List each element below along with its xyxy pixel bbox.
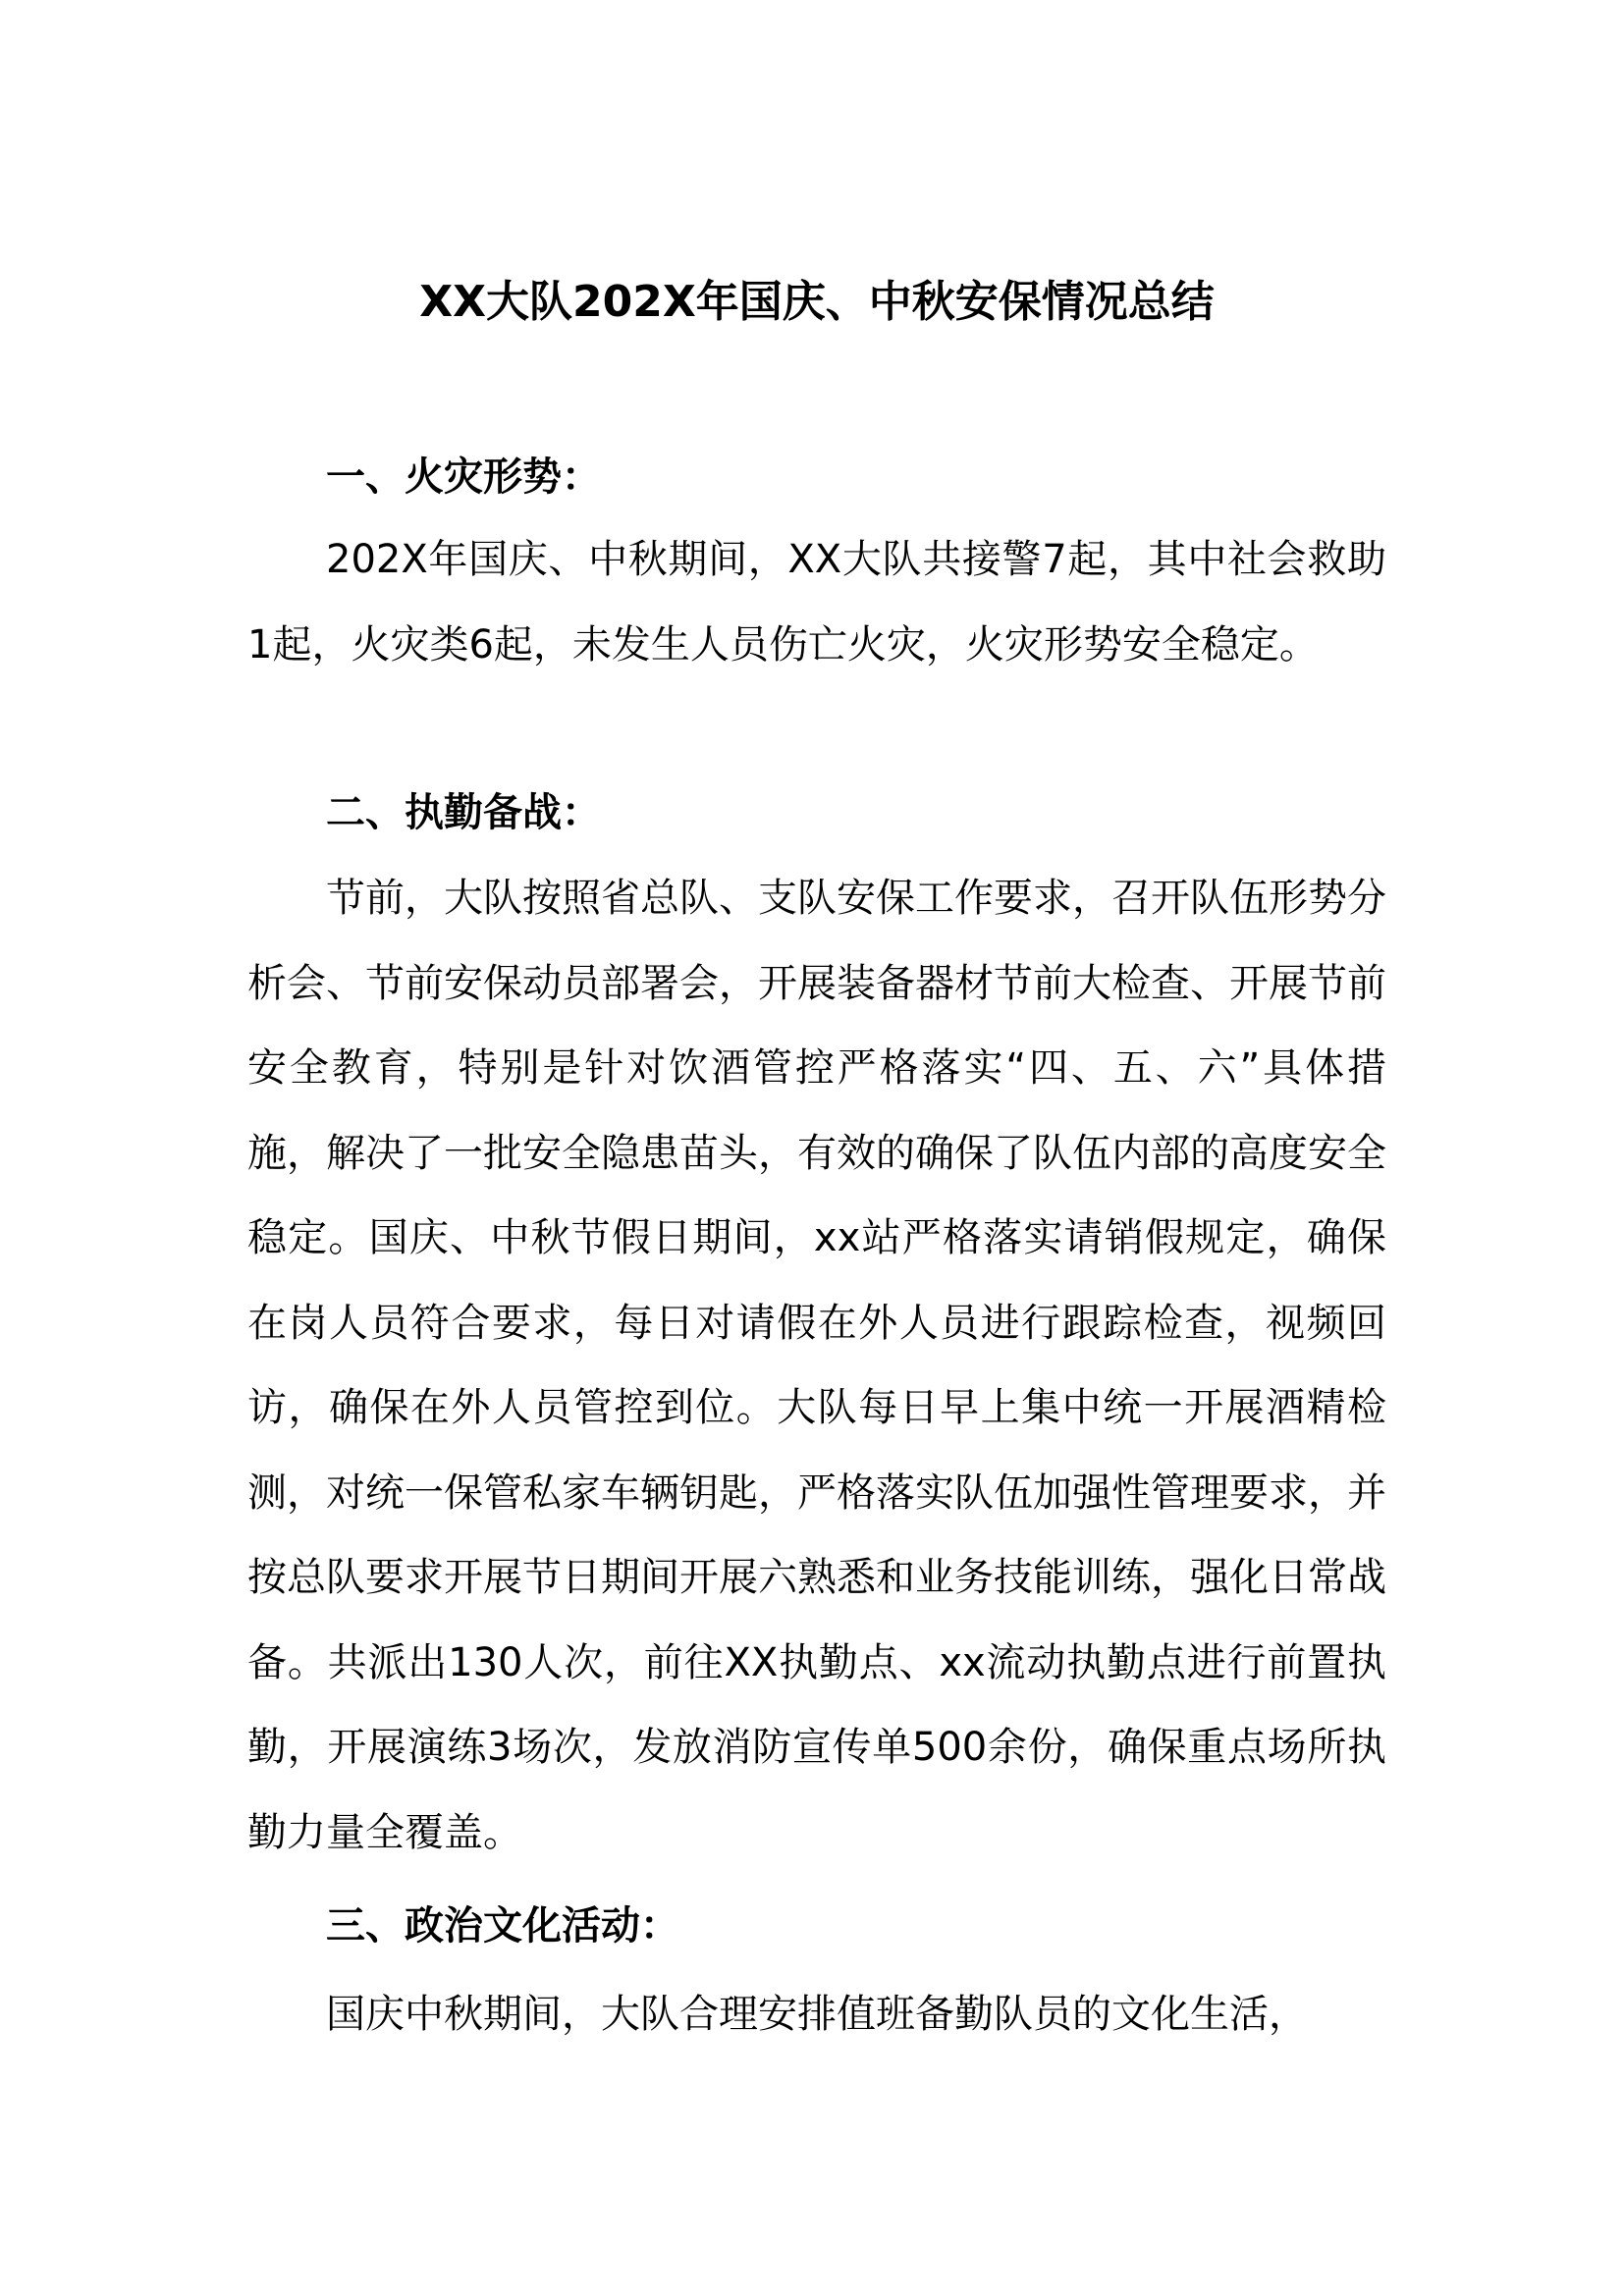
section-heading-political-cultural: 三、政治文化活动：: [326, 1903, 679, 1949]
section-heading-fire-situation: 一、火灾形势：: [326, 454, 601, 500]
section-heading-duty-readiness: 二、执勤备战：: [326, 790, 601, 835]
section-body-duty-readiness: 节前，大队按照省总队、支队安保工作要求，召开队伍形势分析会、节前安保动员部署会，开展装备器材节前大检查、开展节前安全教育，特别是针对饮酒管控严格落实“四、五、六”具体措施，解决了一批安全隐患苗头，有效的确保了队伍内部的高度安全稳定。国庆、中秋节假日期间，xx站严格落实请销假规定，确保在岗人员符合要求，每日对请假在外人员进行跟踪检查，视频回访，确保在外人员管控到位。大队每日早上集中统一开展酒精检测，对统一保管私家车辆钥匙，严格落实队伍加强性管理要求，并按总队要求开展节日期间开展六熟悉和业务技能训练，强化日常战备。共派出130人次，前往XX执勤点、xx流动执勤点进行前置执勤，开展演练3场次，发放消防宣传单500余份，确保重点场所执勤力量全覆盖。: [247, 876, 1386, 1855]
section-body-fire-situation: 202X年国庆、中秋期间，XX大队共接警7起，其中社会救助1起，火灾类6起，未发生人员伤亡火灾，火灾形势安全稳定。: [247, 537, 1386, 667]
document-title: XX大队202X年国庆、中秋安保情况总结: [419, 277, 1215, 327]
section-body-political-cultural: 国庆中秋期间，大队合理安排值班备勤队员的文化生活，: [326, 1992, 1308, 2037]
